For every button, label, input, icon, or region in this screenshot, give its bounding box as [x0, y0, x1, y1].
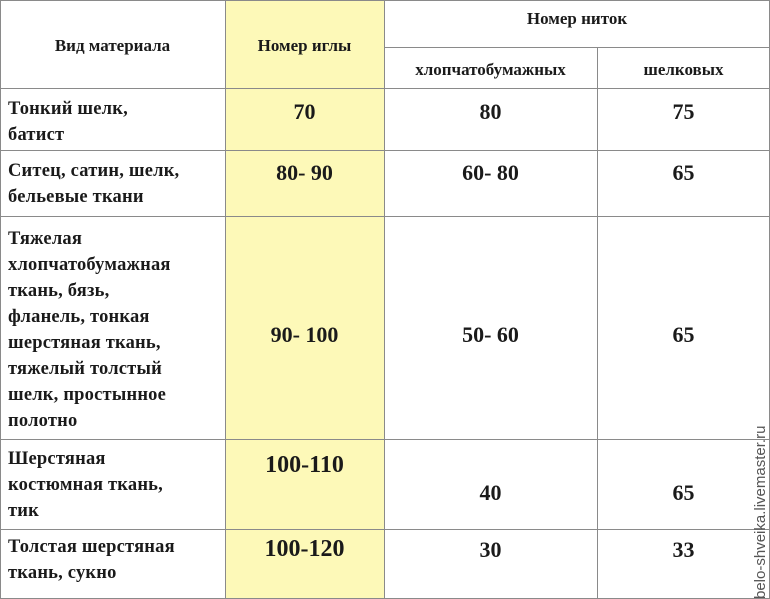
silk-value: 75	[672, 99, 695, 124]
cotton-value: 80	[479, 99, 502, 124]
table-border-left	[0, 0, 1, 599]
row-material	[8, 446, 163, 524]
cotton-value: 50- 60	[462, 322, 519, 347]
header-cotton: хлопчатобумажных	[415, 60, 566, 79]
material-line: батист	[8, 125, 65, 145]
thread-subheader-line	[384, 47, 770, 48]
row-divider	[0, 216, 770, 217]
material-line: тик	[8, 501, 40, 521]
needle-value: 70	[293, 99, 316, 124]
material-line: Толстая шерстяная	[8, 537, 175, 557]
needle-column-highlight	[225, 0, 384, 599]
needle-value: 100-120	[264, 536, 345, 562]
header-bottom-line	[0, 88, 770, 89]
row-divider	[0, 439, 770, 440]
material-line: полотно	[8, 411, 78, 431]
table-border-top	[0, 0, 770, 1]
material-line: фланель, тонкая	[8, 307, 150, 327]
row-material	[8, 534, 175, 586]
needle-value: 80- 90	[276, 160, 333, 185]
material-line: тяжелый толстый	[8, 359, 162, 379]
header-silk: шелковых	[643, 60, 724, 79]
row-divider	[0, 150, 770, 151]
material-line: костюмная ткань,	[8, 475, 163, 495]
silk-value: 33	[672, 537, 695, 562]
row-material	[8, 158, 179, 210]
site-watermark: belo-shveika.livemaster.ru	[752, 425, 769, 599]
material-line: шерстяная ткань,	[8, 333, 161, 353]
needle-value: 100-110	[265, 452, 344, 478]
silk-value: 65	[672, 480, 695, 505]
header-material: Вид материала	[54, 36, 171, 55]
row-material	[8, 96, 128, 148]
material-line: Шерстяная	[8, 449, 106, 469]
column-divider	[384, 0, 385, 599]
silk-value: 65	[672, 322, 695, 347]
material-line: шелк, простынное	[8, 385, 167, 405]
material-line: бельевые ткани	[8, 187, 144, 207]
material-line: хлопчатобумажная	[8, 255, 171, 275]
silk-value: 65	[672, 160, 695, 185]
material-line: Ситец, сатин, шелк,	[8, 161, 180, 181]
material-line: Тяжелая	[8, 229, 83, 249]
material-line: ткань, бязь,	[8, 281, 110, 301]
row-divider	[0, 529, 770, 530]
row-material	[8, 226, 171, 434]
cotton-value: 30	[479, 537, 502, 562]
material-line: Тонкий шелк,	[8, 99, 128, 119]
material-line: ткань, сукно	[8, 563, 117, 583]
needle-value: 90- 100	[270, 322, 339, 347]
header-needle: Номер иглы	[257, 36, 352, 55]
cotton-value: 40	[479, 480, 502, 505]
cotton-value: 60- 80	[462, 160, 519, 185]
header-thread: Номер ниток	[526, 9, 628, 28]
column-divider	[225, 0, 226, 599]
